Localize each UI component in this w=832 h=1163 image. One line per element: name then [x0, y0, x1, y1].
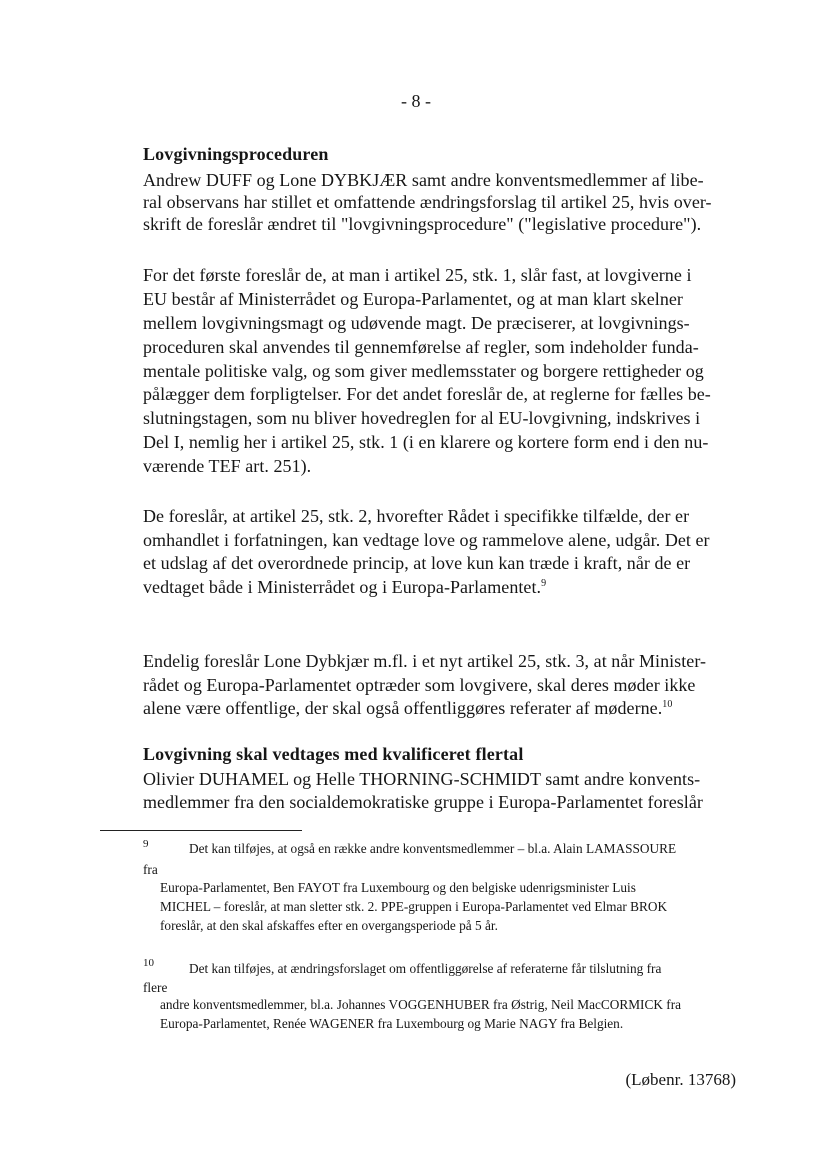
footnote-separator	[100, 830, 302, 831]
text-line: EU består af Ministerrådet og Europa-Parlamentet, og at man klart skelner	[143, 289, 683, 309]
text-line: De foreslår, at artikel 25, stk. 2, hvorefter Rådet i specifikke tilfælde, der er	[143, 506, 690, 526]
text-line-content: alene være offentlige, der skal også offentliggøres referater af møderne.	[143, 698, 663, 718]
text-line	[143, 698, 672, 719]
text-line: skrift de foreslår ændret til "lovgivningsprocedure" ("legislative procedure").	[143, 214, 702, 234]
running-number: (Løbenr. 13768)	[625, 1070, 736, 1089]
section-heading-kvalificeret-flertal: Lovgivning skal vedtages med kvalificeret flertal	[143, 744, 524, 764]
text-line: Olivier DUHAMEL og Helle THORNING-SCHMIDT samt andre konvents-	[143, 769, 701, 789]
footnote-text: Det kan tilføjes, at også en række andre konventsmedlemmer – bl.a. Alain LAMASSOURE	[189, 841, 677, 856]
footnote-text: andre konventsmedlemmer, bl.a. Johannes VOGGENHUBER fra Østrig, Neil MacCORMICK fra	[160, 997, 682, 1012]
footnote-text: Det kan tilføjes, at ændringsforslaget om offentliggørelse af referaterne får tilslutning fra	[189, 961, 662, 976]
footnote-text: fra	[143, 862, 158, 877]
text-line: pålægger dem forpligtelser. For det andet foreslår de, at reglerne for fælles be-	[143, 384, 711, 404]
text-line: Andrew DUFF og Lone DYBKJÆR samt andre konventsmedlemmer af libe-	[143, 170, 704, 190]
text-line: For det første foreslår de, at man i artikel 25, stk. 1, slår fast, at lovgiverne i	[143, 265, 692, 285]
footnote-text: Europa-Parlamentet, Renée WAGENER fra Luxembourg og Marie NAGY fra Belgien.	[160, 1016, 624, 1031]
section-heading-lovgivningsproceduren: Lovgivningsproceduren	[143, 144, 329, 164]
footnote-number: 10	[143, 957, 154, 969]
footnote-text: foreslår, at den skal afskaffes efter en overgangsperiode på 5 år.	[160, 918, 498, 933]
footnote-text: MICHEL – foreslår, at man sletter stk. 2. PPE-gruppen i Europa-Parlamentet ved Elmar BROK	[160, 899, 668, 914]
footnote-text: flere	[143, 980, 168, 995]
footnote-ref: 10	[662, 699, 673, 710]
text-line: et udslag af det overordnede princip, at love kun kan træde i kraft, når de er	[143, 553, 691, 573]
text-line-content: vedtaget både i Ministerrådet og i Europa-Parlamentet.	[143, 577, 542, 597]
text-line: slutningstagen, som nu bliver hovedreglen for al EU-lovgivning, indskrives i	[143, 408, 701, 428]
text-line: mentale politiske valg, og som giver medlemsstater og borgere rettigheder og	[143, 361, 704, 381]
text-line: Del I, nemlig her i artikel 25, stk. 1 (i en klarere og kortere form end i den nu-	[143, 432, 709, 452]
text-line: mellem lovgivningsmagt og udøvende magt. De præciserer, at lovgivnings-	[143, 313, 690, 333]
text-line: medlemmer fra den socialdemokratiske gruppe i Europa-Parlamentet foreslår	[143, 792, 703, 812]
footnote-ref: 9	[541, 578, 547, 589]
text-line: proceduren skal anvendes til gennemførelse af regler, som indeholder funda-	[143, 337, 699, 357]
footnote-text: Europa-Parlamentet, Ben FAYOT fra Luxembourg og den belgiske udenrigsminister Luis	[160, 880, 636, 895]
page-number: - 8 -	[401, 91, 431, 111]
text-line: rådet og Europa-Parlamentet optræder som lovgivere, skal deres møder ikke	[143, 675, 696, 695]
footnote-number: 9	[143, 838, 149, 850]
text-line: værende TEF art. 251).	[143, 456, 312, 476]
text-line: Endelig foreslår Lone Dybkjær m.fl. i et nyt artikel 25, stk. 3, at når Minister-	[143, 651, 707, 671]
text-line: omhandlet i forfatningen, kan vedtage love og rammelove alene, udgår. Det er	[143, 530, 710, 550]
text-line	[143, 577, 546, 598]
text-line: ral observans har stillet et omfattende ændringsforslag til artikel 25, hvis over-	[143, 192, 712, 212]
